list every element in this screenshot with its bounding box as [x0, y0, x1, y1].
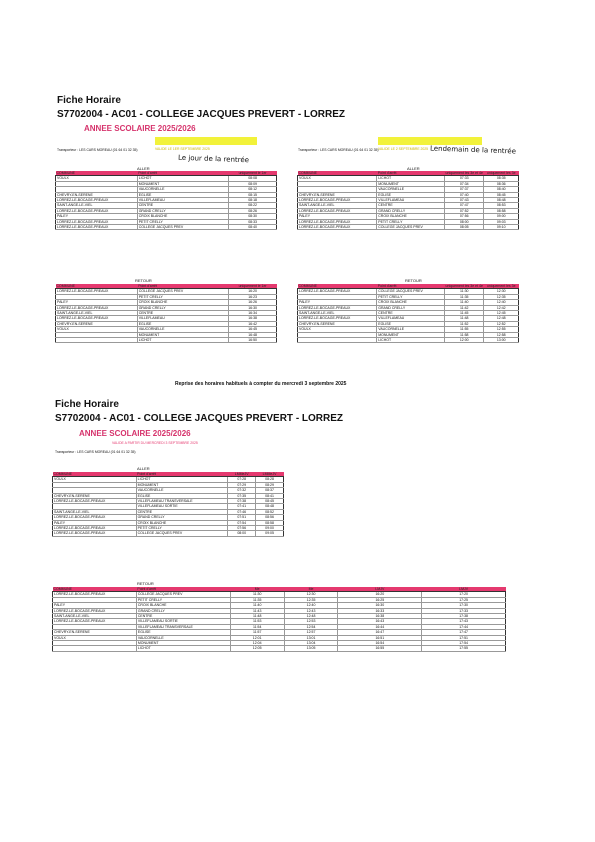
table-cell: GRAND CRELLY — [137, 305, 229, 310]
table-cell: 08:18 — [229, 198, 277, 203]
table-cell: 07:52 — [445, 208, 484, 213]
table-row — [53, 646, 506, 651]
table-cell: PALEY — [53, 520, 137, 525]
table-cell: 17:33 — [422, 608, 506, 613]
table-cell: LORREZ-LE-BOCAGE-PREAUX — [298, 305, 377, 310]
table-cell: 11:35 — [445, 294, 484, 299]
table-cell: 16:38 — [338, 614, 422, 619]
transporter-right: Transporteur : LES CARS MOREAU (01 64 01 32 35) — [298, 148, 379, 152]
table-cell: EGLISE — [137, 321, 229, 326]
table-cell: 08:45 — [256, 499, 284, 504]
school-year: ANNEE SCOLAIRE 2025/2026 — [84, 124, 196, 133]
table-cell: 17:51 — [422, 635, 506, 640]
column-header: LMMeJV — [256, 472, 284, 477]
table-cell: 08:58 — [256, 520, 284, 525]
table-cell: 12:30 — [284, 592, 338, 597]
table-cell: 16:30 — [338, 603, 422, 608]
table-cell: VILLEFLAMEAU TRANSVERSALE — [136, 624, 230, 629]
table-cell: CROIX BLANCHE — [377, 300, 445, 305]
table-cell: LORREZ-LE-BOCAGE-PREAUX — [56, 219, 138, 224]
table-cell: VAUCORNELLE — [377, 187, 445, 192]
table-cell: CROIX BLANCHE — [377, 214, 445, 219]
table-cell: LORREZ-LE-BOCAGE-PREAUX — [56, 305, 138, 310]
table-cell: 12:54 — [284, 624, 338, 629]
table-cell: CROIX BLANCHE — [136, 520, 228, 525]
table-cell: VILLEFLAMEAU — [137, 316, 229, 321]
column-header: COMMUNE — [56, 284, 138, 289]
table-cell: 08:56 — [256, 515, 284, 520]
table-cell: LORREZ-LE-BOCAGE-PREAUX — [53, 526, 137, 531]
table-cell: 11:53 — [230, 619, 284, 624]
timetable-right-aller — [297, 171, 519, 230]
timetable-aller — [52, 472, 284, 537]
table-cell: 16:20 — [338, 592, 422, 597]
timetable-left-retour — [55, 284, 277, 343]
table-cell — [298, 338, 377, 343]
table-cell: 07:40 — [445, 192, 484, 197]
highlight-left: VALIDE LE 1ER SEPTEMBRE 2025 — [155, 137, 257, 145]
table-cell: GRAND CRELLY — [137, 208, 229, 213]
table-cell: 16:43 — [338, 619, 422, 624]
table-cell: LORREZ-LE-BOCAGE-PREAUX — [298, 316, 377, 321]
table-cell: 13:04 — [284, 641, 338, 646]
column-header: uniquement le 1er — [229, 171, 277, 176]
table-cell: LORREZ-LE-BOCAGE-PREAUX — [56, 208, 138, 213]
table-cell: CHEVRY-EN-SERENE — [298, 321, 377, 326]
table-cell: 16:45 — [229, 327, 277, 332]
table-cell: 12:04 — [230, 641, 284, 646]
column-header: Point d'arrêt — [377, 171, 445, 176]
table-cell: 11:48 — [445, 316, 484, 321]
column-header: uniquement les 3e — [484, 284, 519, 289]
table-cell: MONUMENT — [136, 641, 230, 646]
table-cell: CENTRE — [136, 614, 230, 619]
table-cell: 11:54 — [230, 624, 284, 629]
table-cell: EGLISE — [136, 630, 230, 635]
table-cell: 17:30 — [422, 603, 506, 608]
table-cell: 08:35 — [484, 176, 519, 181]
table-cell: 16:51 — [338, 635, 422, 640]
table-cell: SAINT-ANGE-LE-VIEL — [298, 311, 377, 316]
table-cell: 12:53 — [284, 619, 338, 624]
table-cell: PETIT CRELLY — [136, 526, 228, 531]
table-cell: EGLISE — [136, 493, 228, 498]
table-cell: 08:45 — [484, 192, 519, 197]
table-cell: LORREZ-LE-BOCAGE-PREAUX — [56, 225, 138, 230]
table-cell: PETIT CRELLY — [137, 294, 229, 299]
table-cell: VOULX — [56, 327, 138, 332]
column-header: LMMeJV — [228, 472, 256, 477]
table-cell: 08:40 — [484, 187, 519, 192]
table-cell: 17:25 — [422, 597, 506, 602]
table-cell: 08:58 — [484, 208, 519, 213]
table-cell: 16:47 — [338, 630, 422, 635]
table-cell: 07:28 — [228, 477, 256, 482]
table-cell: SAINT-ANGE-LE-VIEL — [53, 509, 137, 514]
table-cell: 12:30 — [484, 289, 519, 294]
table-cell: 09:00 — [256, 526, 284, 531]
school-year: ANNEE SCOLAIRE 2025/2026 — [79, 429, 191, 438]
table-cell: 09:03 — [484, 219, 519, 224]
table-cell: 08:37 — [256, 488, 284, 493]
table-cell: GRAND CRELLY — [136, 515, 228, 520]
table-cell: 12:58 — [484, 332, 519, 337]
table-cell: 11:40 — [230, 603, 284, 608]
table-cell: GRAND CRELLY — [377, 208, 445, 213]
table-cell: LICHOT — [137, 338, 229, 343]
table-cell: 16:34 — [229, 311, 277, 316]
table-cell: LORREZ-LE-BOCAGE-PREAUX — [298, 198, 377, 203]
column-header: COMMUNE — [53, 587, 137, 592]
table-cell: 12:40 — [284, 603, 338, 608]
table-cell: LORREZ-LE-BOCAGE-PREAUX — [56, 198, 138, 203]
column-header: LMJV — [338, 587, 422, 592]
table-cell: 08:15 — [229, 192, 277, 197]
table-cell: 08:29 — [256, 482, 284, 487]
table-cell: 13:00 — [484, 338, 519, 343]
table-cell: 16:30 — [229, 305, 277, 310]
table-cell: 07:56 — [228, 526, 256, 531]
table-cell: LORREZ-LE-BOCAGE-PREAUX — [298, 289, 377, 294]
table-cell: VAUCORNELLE — [136, 488, 228, 493]
table-cell: LICHOT — [377, 176, 445, 181]
table-cell: 17:43 — [422, 619, 506, 624]
table-cell: LORREZ-LE-BOCAGE-PREAUX — [56, 316, 138, 321]
table-cell: 11:45 — [445, 311, 484, 316]
table-cell: 16:42 — [229, 321, 277, 326]
table-cell: 11:43 — [230, 608, 284, 613]
table-cell: 12:40 — [484, 300, 519, 305]
table-cell: VOULX — [298, 327, 377, 332]
table-cell: 08:48 — [256, 504, 284, 509]
transporter: Transporteur : LES CARS MOREAU (01 64 01 32 35) — [55, 450, 136, 454]
table-cell: VAUCORNELLE — [377, 327, 445, 332]
table-cell: SAINT-ANGE-LE-VIEL — [56, 203, 138, 208]
table-cell: LICHOT — [136, 646, 230, 651]
table-cell: 09:00 — [484, 214, 519, 219]
table-cell: LORREZ-LE-BOCAGE-PREAUX — [298, 219, 377, 224]
table-cell: 11:52 — [445, 321, 484, 326]
table-cell: 07:51 — [228, 515, 256, 520]
direction-label: RETOUR — [137, 581, 154, 586]
table-cell: 07:41 — [228, 504, 256, 509]
table-cell: CROIX BLANCHE — [137, 214, 229, 219]
table-cell: 12:43 — [284, 608, 338, 613]
column-header: LMJV — [422, 587, 506, 592]
table-cell: 08:41 — [256, 493, 284, 498]
fiche-label: Fiche Horaire — [57, 95, 121, 106]
page-title: S7702004 - AC01 - COLLEGE JACQUES PREVERT - LORREZ — [57, 109, 346, 120]
table-cell: 11:35 — [230, 597, 284, 602]
column-header: COMMUNE — [298, 284, 377, 289]
handwritten-note-left: Le jour de la rentrée — [177, 153, 250, 165]
column-header: Point d'arrêt — [136, 472, 228, 477]
table-cell: 16:48 — [229, 332, 277, 337]
table-cell: 08:22 — [229, 203, 277, 208]
table-cell: 08:05 — [445, 225, 484, 230]
table-cell: MONUMENT — [136, 482, 228, 487]
table-cell: 16:26 — [229, 300, 277, 305]
column-header: uniquement les 3e et 4e — [445, 284, 483, 288]
table-cell: 17:55 — [422, 646, 506, 651]
table-cell: 11:42 — [445, 305, 484, 310]
column-header: Point d'arrêt — [136, 587, 230, 592]
table-cell: LORREZ-LE-BOCAGE-PREAUX — [298, 208, 377, 213]
table-cell: 12:52 — [484, 321, 519, 326]
table-cell: 17:20 — [422, 592, 506, 597]
table-cell: SAINT-ANGE-LE-VIEL — [53, 614, 137, 619]
transporter-left: Transporteur : LES CARS MOREAU (01 64 01 32 35) — [57, 148, 138, 152]
resume-notice: Reprise des horaires habituels à compter du mercredi 3 septembre 2025 — [175, 381, 347, 387]
table-cell: 16:25 — [338, 597, 422, 602]
table-cell: 11:55 — [445, 327, 484, 332]
table-cell: VILLEFLAMEAU SORTIE — [136, 619, 230, 624]
table-cell: VOULX — [53, 635, 137, 640]
table-cell: VILLEFLAMEAU — [377, 198, 445, 203]
table-cell: CENTRE — [137, 203, 229, 208]
direction-label: ALLER — [137, 466, 150, 471]
timetable-retour — [52, 587, 506, 652]
column-header: COMMUNE — [56, 171, 138, 176]
table-cell: 17:47 — [422, 630, 506, 635]
page-title: S7702004 - AC01 - COLLEGE JACQUES PREVERT - LORREZ — [55, 413, 344, 424]
table-cell: LORREZ-LE-BOCAGE-PREAUX — [53, 531, 137, 536]
table-cell: VAUCORNELLE — [137, 327, 229, 332]
table-cell: 08:00 — [228, 531, 256, 536]
table-cell: LORREZ-LE-BOCAGE-PREAUX — [53, 592, 137, 597]
table-cell: 09:10 — [484, 225, 519, 230]
table-cell: VILLEFLAMEAU TRANSVERSALE — [136, 499, 228, 504]
table-cell: 07:47 — [445, 203, 484, 208]
table-cell: 12:57 — [284, 630, 338, 635]
highlight-right: VALIDE LE 2 SEPTEMBRE 2025 — [378, 137, 482, 145]
table-cell: 13:01 — [284, 635, 338, 640]
table-cell: LORREZ-LE-BOCAGE-PREAUX — [53, 608, 137, 613]
table-cell: LICHOT — [136, 477, 228, 482]
table-cell: 16:23 — [229, 294, 277, 299]
table-cell: 12:42 — [484, 305, 519, 310]
table-cell: VOULX — [298, 176, 377, 181]
table-cell: 17:54 — [422, 641, 506, 646]
column-header: Me — [230, 587, 284, 592]
table-cell: 08:53 — [484, 203, 519, 208]
table-cell: LORREZ-LE-BOCAGE-PREAUX — [53, 515, 137, 520]
column-header: uniquement les 3e — [484, 171, 519, 176]
table-cell: 07:35 — [228, 493, 256, 498]
table-cell: 11:57 — [230, 630, 284, 635]
table-cell: PALEY — [56, 300, 138, 305]
timetable-left-aller — [55, 171, 277, 230]
table-cell — [53, 646, 137, 651]
column-header: Me — [284, 587, 338, 592]
table-cell: EGLISE — [377, 192, 445, 197]
table-cell: 16:20 — [229, 289, 277, 294]
table-cell: VOULX — [53, 477, 137, 482]
table-cell: LICHOT — [377, 338, 445, 343]
table-cell: 16:50 — [229, 338, 277, 343]
table-row — [298, 225, 519, 230]
table-cell: 08:09 — [229, 181, 277, 186]
table-cell: 08:40 — [229, 225, 277, 230]
table-cell: PALEY — [298, 300, 377, 305]
table-cell: GRAND CRELLY — [136, 608, 230, 613]
table-cell: 07:56 — [445, 214, 484, 219]
table-cell: 08:12 — [229, 187, 277, 192]
table-cell: CHEVRY-EN-SERENE — [53, 493, 137, 498]
table-cell: 12:35 — [284, 597, 338, 602]
table-cell: PETIT CRELLY — [136, 597, 230, 602]
table-cell: CENTRE — [137, 311, 229, 316]
table-cell: 11:40 — [445, 300, 484, 305]
table-cell: MONUMENT — [137, 181, 229, 186]
table-cell: EGLISE — [137, 192, 229, 197]
column-header: Point d'arrêt — [137, 171, 229, 176]
table-cell: PALEY — [56, 214, 138, 219]
table-cell: 12:05 — [230, 646, 284, 651]
table-cell: LORREZ-LE-BOCAGE-PREAUX — [56, 289, 138, 294]
table-row — [53, 531, 284, 536]
direction-label: ALLER — [137, 166, 150, 171]
fiche-label: Fiche Horaire — [55, 399, 119, 410]
table-cell: CROIX BLANCHE — [137, 300, 229, 305]
table-cell: 08:00 — [445, 219, 484, 224]
table-cell: MONUMENT — [377, 181, 445, 186]
table-cell: CHEVRY-EN-SERENE — [56, 192, 138, 197]
timetable-right-retour — [297, 284, 519, 343]
table-cell: COLLEGE JACQUES PREV — [137, 225, 229, 230]
table-cell: VILLEFLAMEAU SORTIE — [136, 504, 228, 509]
table-cell: PETIT CRELLY — [137, 219, 229, 224]
table-cell: VAUCORNELLE — [137, 187, 229, 192]
table-cell: 11:30 — [230, 592, 284, 597]
table-cell: 16:38 — [229, 316, 277, 321]
table-cell: 07:34 — [445, 181, 484, 186]
table-cell: COLLEGE JACQUES PREV — [137, 289, 229, 294]
table-cell: 12:48 — [284, 614, 338, 619]
table-cell: 17:38 — [422, 614, 506, 619]
table-cell: 11:58 — [445, 332, 484, 337]
table-cell: 08:28 — [256, 477, 284, 482]
column-header: COMMUNE — [53, 472, 137, 477]
table-cell: PETIT CRELLY — [377, 294, 445, 299]
table-row — [56, 225, 277, 230]
table-cell: COLLEGE JACQUES PREV — [136, 592, 230, 597]
table-row — [56, 338, 277, 343]
table-cell: COLLEGE JACQUES PREV — [377, 289, 445, 294]
table-cell: 12:35 — [484, 294, 519, 299]
table-cell: 08:30 — [229, 214, 277, 219]
table-cell: SAINT-ANGE-LE-VIEL — [298, 203, 377, 208]
table-cell: MONUMENT — [137, 332, 229, 337]
table-cell: VAUCORNELLE — [136, 635, 230, 640]
table-cell: LORREZ-LE-BOCAGE-PREAUX — [53, 499, 137, 504]
table-cell: PALEY — [53, 603, 137, 608]
table-cell: 08:36 — [484, 181, 519, 186]
table-cell: 08:33 — [229, 219, 277, 224]
table-cell: 17:44 — [422, 624, 506, 629]
table-cell: 11:30 — [445, 289, 484, 294]
table-cell: COLLEGE JACQUES PREV — [377, 225, 445, 230]
table-cell: SAINT-ANGE-LE-VIEL — [56, 311, 138, 316]
handwritten-note-right: Lendemain de la rentrée — [429, 144, 517, 156]
table-cell: GRAND CRELLY — [377, 305, 445, 310]
table-cell: 07:54 — [228, 520, 256, 525]
table-cell: LORREZ-LE-BOCAGE-PREAUX — [53, 619, 137, 624]
table-cell: CHEVRY-EN-SERENE — [298, 192, 377, 197]
column-header: uniquement le 1er — [229, 284, 277, 289]
table-cell: EGLISE — [377, 321, 445, 326]
table-cell: 09:05 — [256, 531, 284, 536]
table-cell: 12:48 — [484, 316, 519, 321]
direction-label: RETOUR — [405, 278, 422, 283]
table-cell: VOULX — [56, 176, 138, 181]
table-cell: VILLEFLAMEAU — [377, 316, 445, 321]
column-header: COMMUNE — [298, 171, 377, 176]
table-cell: CENTRE — [377, 203, 445, 208]
table-cell: CHEVRY-EN-SERENE — [56, 321, 138, 326]
direction-label: ALLER — [407, 166, 420, 171]
table-cell: 08:48 — [484, 198, 519, 203]
column-header: Point d'arrêt — [377, 284, 445, 289]
table-row — [298, 338, 519, 343]
table-cell: PETIT CRELLY — [377, 219, 445, 224]
table-cell: CROIX BLANCHE — [136, 603, 230, 608]
table-cell: 08:26 — [229, 208, 277, 213]
table-cell: 16:55 — [338, 646, 422, 651]
table-cell: 07:37 — [445, 187, 484, 192]
table-cell: CENTRE — [377, 311, 445, 316]
table-cell: 12:45 — [484, 311, 519, 316]
direction-label: RETOUR — [135, 278, 152, 283]
table-cell: 07:29 — [228, 482, 256, 487]
table-cell: CENTRE — [136, 509, 228, 514]
column-header: Point d'arrêt — [137, 284, 229, 289]
table-cell: MONUMENT — [377, 332, 445, 337]
table-cell: 12:00 — [445, 338, 484, 343]
table-cell: 07:33 — [445, 176, 484, 181]
table-cell: 12:01 — [230, 635, 284, 640]
table-cell: 07:46 — [228, 509, 256, 514]
table-cell: 16:33 — [338, 608, 422, 613]
table-cell — [56, 338, 138, 343]
table-cell: COLLEGE JACQUES PREV — [136, 531, 228, 536]
table-cell: 07:32 — [228, 488, 256, 493]
column-header: uniquement les 3e et 4e — [445, 171, 483, 175]
table-cell: 07:38 — [228, 499, 256, 504]
table-cell: CHEVRY-EN-SERENE — [53, 630, 137, 635]
validity-note: VALIDE A PARTIR DU MERCREDI 3 SEPTEMBRE 2025 — [112, 441, 198, 445]
table-cell: 16:44 — [338, 624, 422, 629]
table-cell: 08:52 — [256, 509, 284, 514]
table-cell: 08:08 — [229, 176, 277, 181]
table-cell: 07:43 — [445, 198, 484, 203]
table-cell: PALEY — [298, 214, 377, 219]
table-cell: 11:48 — [230, 614, 284, 619]
table-cell: LICHOT — [137, 176, 229, 181]
table-cell: 13:05 — [284, 646, 338, 651]
table-cell: 12:55 — [484, 327, 519, 332]
table-cell: VILLEFLAMEAU — [137, 198, 229, 203]
table-cell: 16:54 — [338, 641, 422, 646]
table-cell: LORREZ-LE-BOCAGE-PREAUX — [298, 225, 377, 230]
